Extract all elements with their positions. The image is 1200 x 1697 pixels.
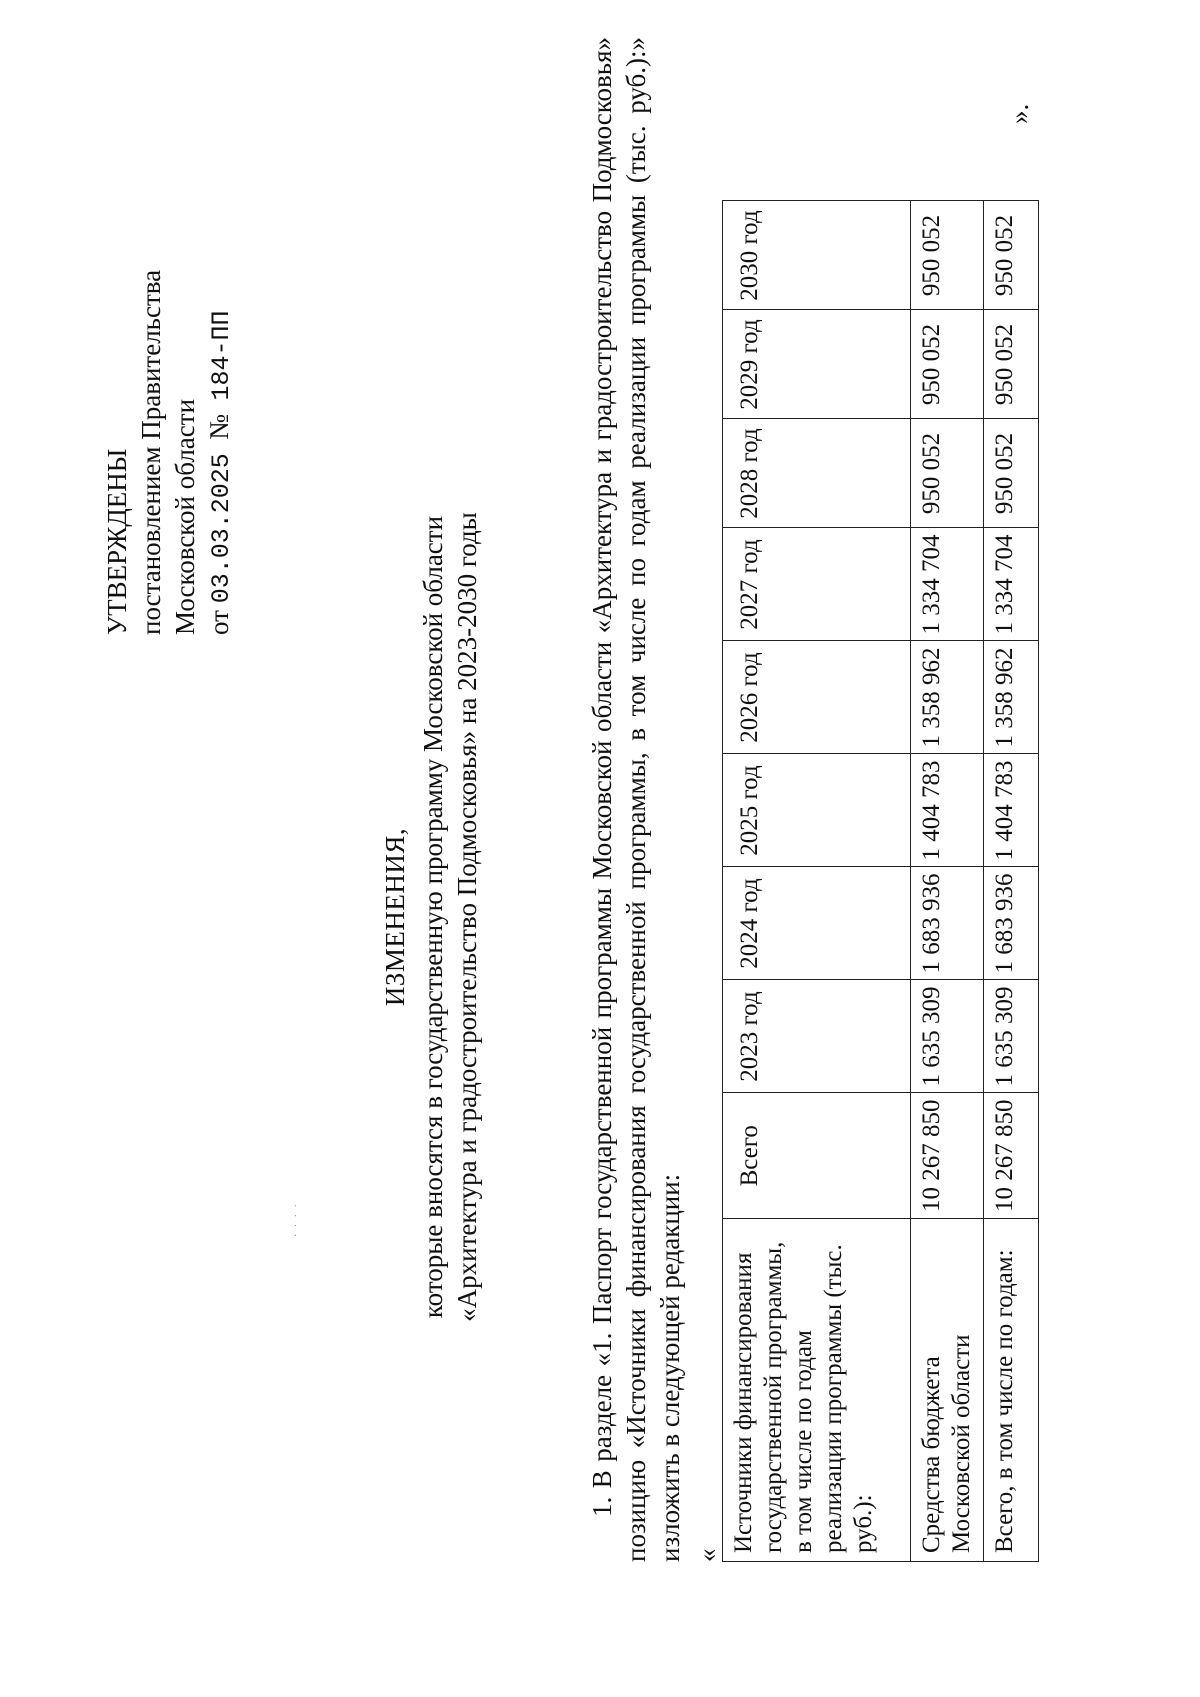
column-header: 2029 год — [723, 310, 911, 419]
table-cell: 1 683 936 — [984, 867, 1039, 980]
closing-quote: ». — [1004, 103, 1034, 124]
column-header: 2024 год — [723, 867, 911, 980]
approval-stamp — [100, 75, 239, 635]
table-cell: 1 635 309 — [911, 980, 984, 1093]
column-header: 2025 год — [723, 754, 911, 867]
row-label: Средства бюджета Московской области — [911, 1219, 984, 1562]
table-cell: 1 358 962 — [984, 641, 1039, 754]
column-header: 2027 год — [723, 528, 911, 641]
approval-line-2: постановлением Правительства — [136, 269, 166, 635]
column-header: 2023 год — [723, 980, 911, 1093]
table-cell: 1 334 704 — [984, 528, 1039, 641]
table-cell: 1 404 783 — [911, 754, 984, 867]
column-header: 2028 год — [723, 419, 911, 528]
table-cell: 950 052 — [984, 201, 1039, 310]
heading-line-1: которые вносятся в государственную программу Московской области — [418, 515, 448, 1319]
approval-number: 184-ПП — [207, 310, 236, 401]
table-cell: 1 358 962 — [911, 641, 984, 754]
table-cell: 1 404 783 — [984, 754, 1039, 867]
table-cell: 950 052 — [911, 419, 984, 528]
table-row — [984, 201, 1039, 1562]
table-cell: 950 052 — [911, 310, 984, 419]
scan-specks: · · · · — [291, 1202, 302, 1237]
table-header-label: Источники финансирования государственной программы, в том числе по годам реализации программы (тыс. руб.): — [723, 1219, 911, 1562]
financing-table — [722, 201, 1039, 1563]
amendment-paragraph — [585, 37, 687, 1562]
approval-date: 03.03.2025 — [207, 453, 236, 604]
column-header: Всего — [723, 1093, 911, 1219]
column-header: 2026 год — [723, 641, 911, 754]
opening-quote: « — [692, 1548, 722, 1562]
table-header-row — [723, 201, 911, 1562]
table-cell: 1 683 936 — [911, 867, 984, 980]
table-cell: 1 635 309 — [984, 980, 1039, 1093]
table-cell: 950 052 — [984, 310, 1039, 419]
document-title: ИЗМЕНЕНИЯ, — [380, 827, 410, 1007]
approval-number-sign: № — [204, 414, 234, 440]
amendment-text: 1. В разделе «1. Паспорт государственной программы Московской области «Архитектура и градостроительство Подмосковья» позицию «Источники финансирования государственной программы, в том числе по годам реализации программы (тыс. руб.):» изложить в следующей редакции: — [587, 37, 685, 1562]
approval-date-line — [202, 75, 239, 635]
document-heading — [378, 467, 484, 1367]
column-header: 2030 год — [723, 201, 911, 310]
heading-line-2: «Архитектура и градостроительство Подмосковья» на 2023-2030 годы — [452, 512, 482, 1322]
table-row — [911, 201, 984, 1562]
table-cell: 10 267 850 — [984, 1093, 1039, 1219]
approval-line-3: Московской области — [170, 398, 200, 635]
approval-line-1: УТВЕРЖДЕНЫ — [102, 448, 132, 635]
table-cell: 1 334 704 — [911, 528, 984, 641]
approval-date-prefix: от — [204, 610, 234, 635]
table-cell: 10 267 850 — [911, 1093, 984, 1219]
table-cell: 950 052 — [911, 201, 984, 310]
row-label: Всего, в том числе по годам: — [984, 1219, 1039, 1562]
table-cell: 950 052 — [984, 419, 1039, 528]
